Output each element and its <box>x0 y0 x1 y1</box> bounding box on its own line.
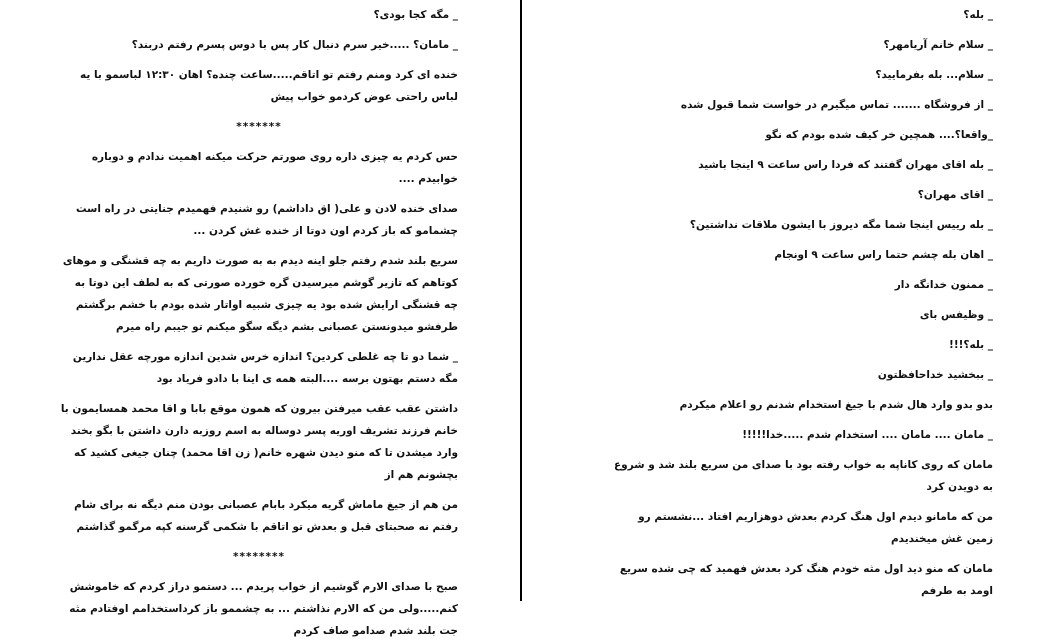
paragraph: من که مامانو دیدم اول هنگ کردم بعدش دوهزاریم افتاد ...نشستم رو زمین غش میخندیدم <box>638 511 993 545</box>
paragraph: _ بله اقای مهران گفتند که فردا راس ساعت ۹ اینجا باشید <box>698 159 993 171</box>
right-page <box>524 0 1045 601</box>
paragraph: _ سلام خانم آریامهر؟ <box>883 39 993 51</box>
paragraph: _ بله رییس اینجا شما مگه دیروز با ایشون ملاقات نداشتین؟ <box>689 219 993 231</box>
paragraph: _ ببخشید خداحافظتون <box>877 369 993 381</box>
paragraph: _ اهان بله چشم حتما راس ساعت ۹ اونجام <box>774 249 993 261</box>
paragraph: سریع بلند شدم رفتم جلو اینه دیدم به به صورت داریم به چه قشنگی و موهای کوتاهم که تازیر گوشم میرسیدن گره خورده صورتی که به لطف این دوتا به چه قشنگی ارایش شده بود یه چیزی شبیه اواتار شده بودم با خشم برگشتم طرفشو میدونستن عصبانی بشم دیگه سگو میکنم تو جیبم راه میرم <box>62 255 458 333</box>
paragraph: _واقعا؟.... همچین خر کیف شده بودم که نگو <box>765 129 993 141</box>
paragraph: _ مامان .... مامان .... استخدام شدم .....خدا!!!!! <box>742 429 993 441</box>
paragraph: خنده ای کرد ومنم رفتم تو اتاقم.....ساعت چنده؟ اهان ۱۲:۳۰ لباسمو با یه لباس راحتی عوض کردمو خواب پیش <box>79 69 458 103</box>
section-separator: ******* <box>236 121 282 133</box>
paragraph: _ مگه کجا بودی؟ <box>373 9 458 21</box>
paragraph: داشتن عقب عقب میرفتن بیرون که همون موقع بابا و اقا محمد همسایمون با خانم فرزند تشریف اوریه پسر دوساله به اسم روزبه دارن داشتن با بگو بخند وارد میشدن تا که منو دیدن شهره خانم( زن اقا محمد) چنان جیغی کشید که بچشونم هم از <box>60 403 458 481</box>
paragraph: _ ممنون خدانگه دار <box>894 279 993 291</box>
paragraph: حس کردم یه چیزی داره روی صورتم حرکت میکنه اهمیت ندادم و دوباره خوابیدم .... <box>91 151 458 185</box>
section-separator: ******** <box>233 551 285 563</box>
paragraph: _ بله؟!!! <box>949 339 993 351</box>
paragraph: _ از فروشگاه ....... تماس میگیرم در خواست شما قبول شده <box>680 99 993 111</box>
paragraph: صدای خنده لادن و علی( اق داداشم) رو شنیدم فهمیدم جنایتی در راه است چشمامو که باز کردم اون دوتا از خنده غش کردن ... <box>75 203 458 237</box>
paragraph: _ وظیفس بای <box>919 309 993 321</box>
paragraph: بدو بدو وارد هال شدم با جیغ استخدام شدنم رو اعلام میکردم <box>679 399 993 411</box>
paragraph: _ بله؟ <box>963 9 993 21</box>
paragraph: من هم از جیغ ماماش گریه میکرد بابام عصبانی بودن منم دیگه نه برای شام رفتم نه صحبتای قبل و بعدش تو اتاقم با شکمی گرسنه کپه مرگمو گذاشتم <box>74 499 458 533</box>
paragraph: _ مامان؟ .....خیر سرم دنبال کار پس با دوس پسرم رفتم دربند؟ <box>131 39 458 51</box>
paragraph: مامان که منو دید اول مثه خودم هنگ کرد بعدش فهمید که چی شده سریع اومد به طرفم <box>619 563 993 597</box>
paragraph: مامان که روی کاناپه به خواب رفته بود با صدای من سریع بلند شد و شروع به دویدن کرد <box>614 459 993 493</box>
paragraph: _ شما دو تا چه غلطی کردین؟ اندازه خرس شدین اندازه مورچه عقل ندارین مگه دستم بهتون برسه ....البته همه ی اینا با دادو فریاد بود <box>72 351 458 385</box>
paragraph: _ اقای مهران؟ <box>917 189 993 201</box>
left-page <box>0 0 518 637</box>
paragraph: صبح با صدای الارم گوشیم از خواب پریدم ... دستمو دراز کردم که خاموشش کنم.....ولی من که الارم نذاشتم ... به چشممو باز کرداستخدامم اوفتادم مثه جت بلند شدم صدامو صاف کردم <box>69 581 458 637</box>
paragraph: _ سلام... بله بفرمایید؟ <box>875 69 993 81</box>
